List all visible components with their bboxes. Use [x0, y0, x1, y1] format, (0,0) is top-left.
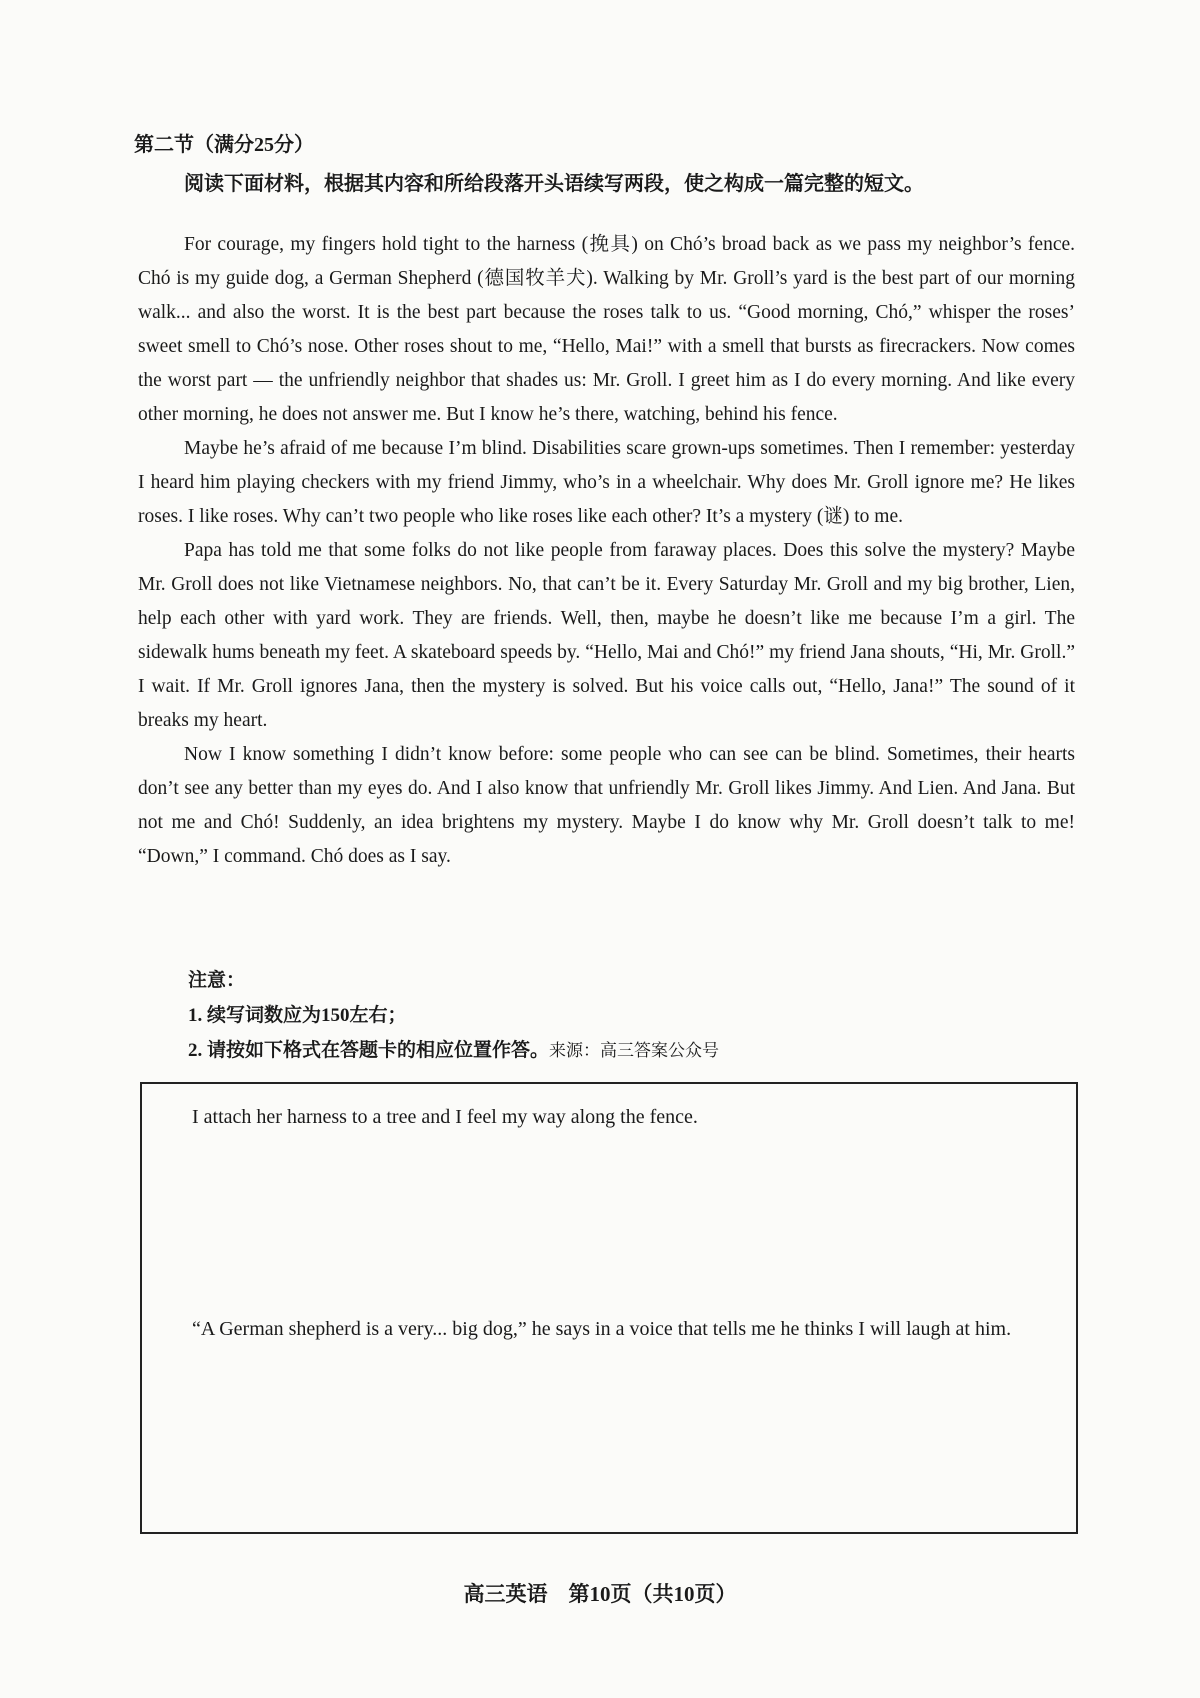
notes-title: 注意： — [188, 970, 246, 991]
reading-passage — [138, 228, 1075, 874]
passage-paragraph-1: For courage, my fingers hold tight to the harness (挽具) on Chó’s broad back as we pass my neighbor’s fence. Chó is my guide dog, a German Shepherd (德国牧羊犬). Walking by Mr. Groll’s yard is the best part of our morning walk... and also the worst. It is the best part because the roses talk to us. “Good morning, Chó,” whisper the roses’ sweet smell to Chó’s nose. Other roses shout to me, “Hello, Mai!” with a smell that bursts as firecrackers. Now comes the worst part — the unfriendly neighbor that shades us: Mr. Groll. I greet him as I do every morning. And like every other morning, he does not answer me. But I know he’s there, watching, behind his fence. — [138, 234, 1075, 425]
answer-opening-line-1: I attach her harness to a tree and I feel my way along the fence. — [192, 1106, 698, 1128]
source-note: 来源：高三答案公众号 — [549, 1041, 720, 1061]
passage-paragraph-2: Maybe he’s afraid of me because I’m blind. Disabilities scare grown-ups sometimes. Then I remember: yesterday I heard him playing checkers with my friend Jimmy, who’s in a wheelchair. Why does Mr. Groll ignore me? He likes roses. I like roses. Why can’t two people who like roses like each other? It’s a mystery (谜) to me. — [138, 438, 1075, 527]
notes-section — [188, 963, 719, 1069]
section-instruction: 阅读下面材料，根据其内容和所给段落开头语续写两段，使之构成一篇完整的短文。 — [184, 173, 924, 195]
passage-paragraph-4: Now I know something I didn’t know before: some people who can see can be blind. Sometimes, their hearts don’t see any better than my eyes do. And I also know that unfriendly Mr. Groll likes Jimmy. And Lien. And Jana. But not me and Chó! Suddenly, an idea brightens my mystery. Maybe I do know why Mr. Groll doesn’t talk to me! “Down,” I command. Chó does as I say. — [138, 744, 1075, 867]
note-item-2: 2. 请按如下格式在答题卡的相应位置作答。 — [188, 1040, 550, 1061]
note-item-1: 1. 续写词数应为150左右； — [188, 1005, 407, 1026]
page-footer: 高三英语 第10页（共10页） — [463, 1582, 737, 1606]
answer-opening-line-2: “A German shepherd is a very... big dog,” he says in a voice that tells me he thinks I will laugh at him. — [192, 1318, 1012, 1340]
section-title: 第二节（满分25分） — [134, 134, 314, 156]
passage-paragraph-3: Papa has told me that some folks do not like people from faraway places. Does this solve the mystery? Maybe Mr. Groll does not like Vietnamese neighbors. No, that can’t be it. Every Saturday Mr. Groll and my big brother, Lien, help each other with yard work. They are friends. Well, then, maybe he doesn’t like me because I’m a girl. The sidewalk hums beneath my feet. A skateboard speeds by. “Hello, Mai and Chó!” my friend Jana shouts, “Hi, Mr. Groll.” I wait. If Mr. Groll ignores Jana, then the mystery is solved. But his voice calls out, “Hello, Jana!” The sound of it breaks my heart. — [138, 540, 1075, 731]
note-item-2-row — [188, 1033, 719, 1069]
answer-box — [140, 1082, 1078, 1534]
